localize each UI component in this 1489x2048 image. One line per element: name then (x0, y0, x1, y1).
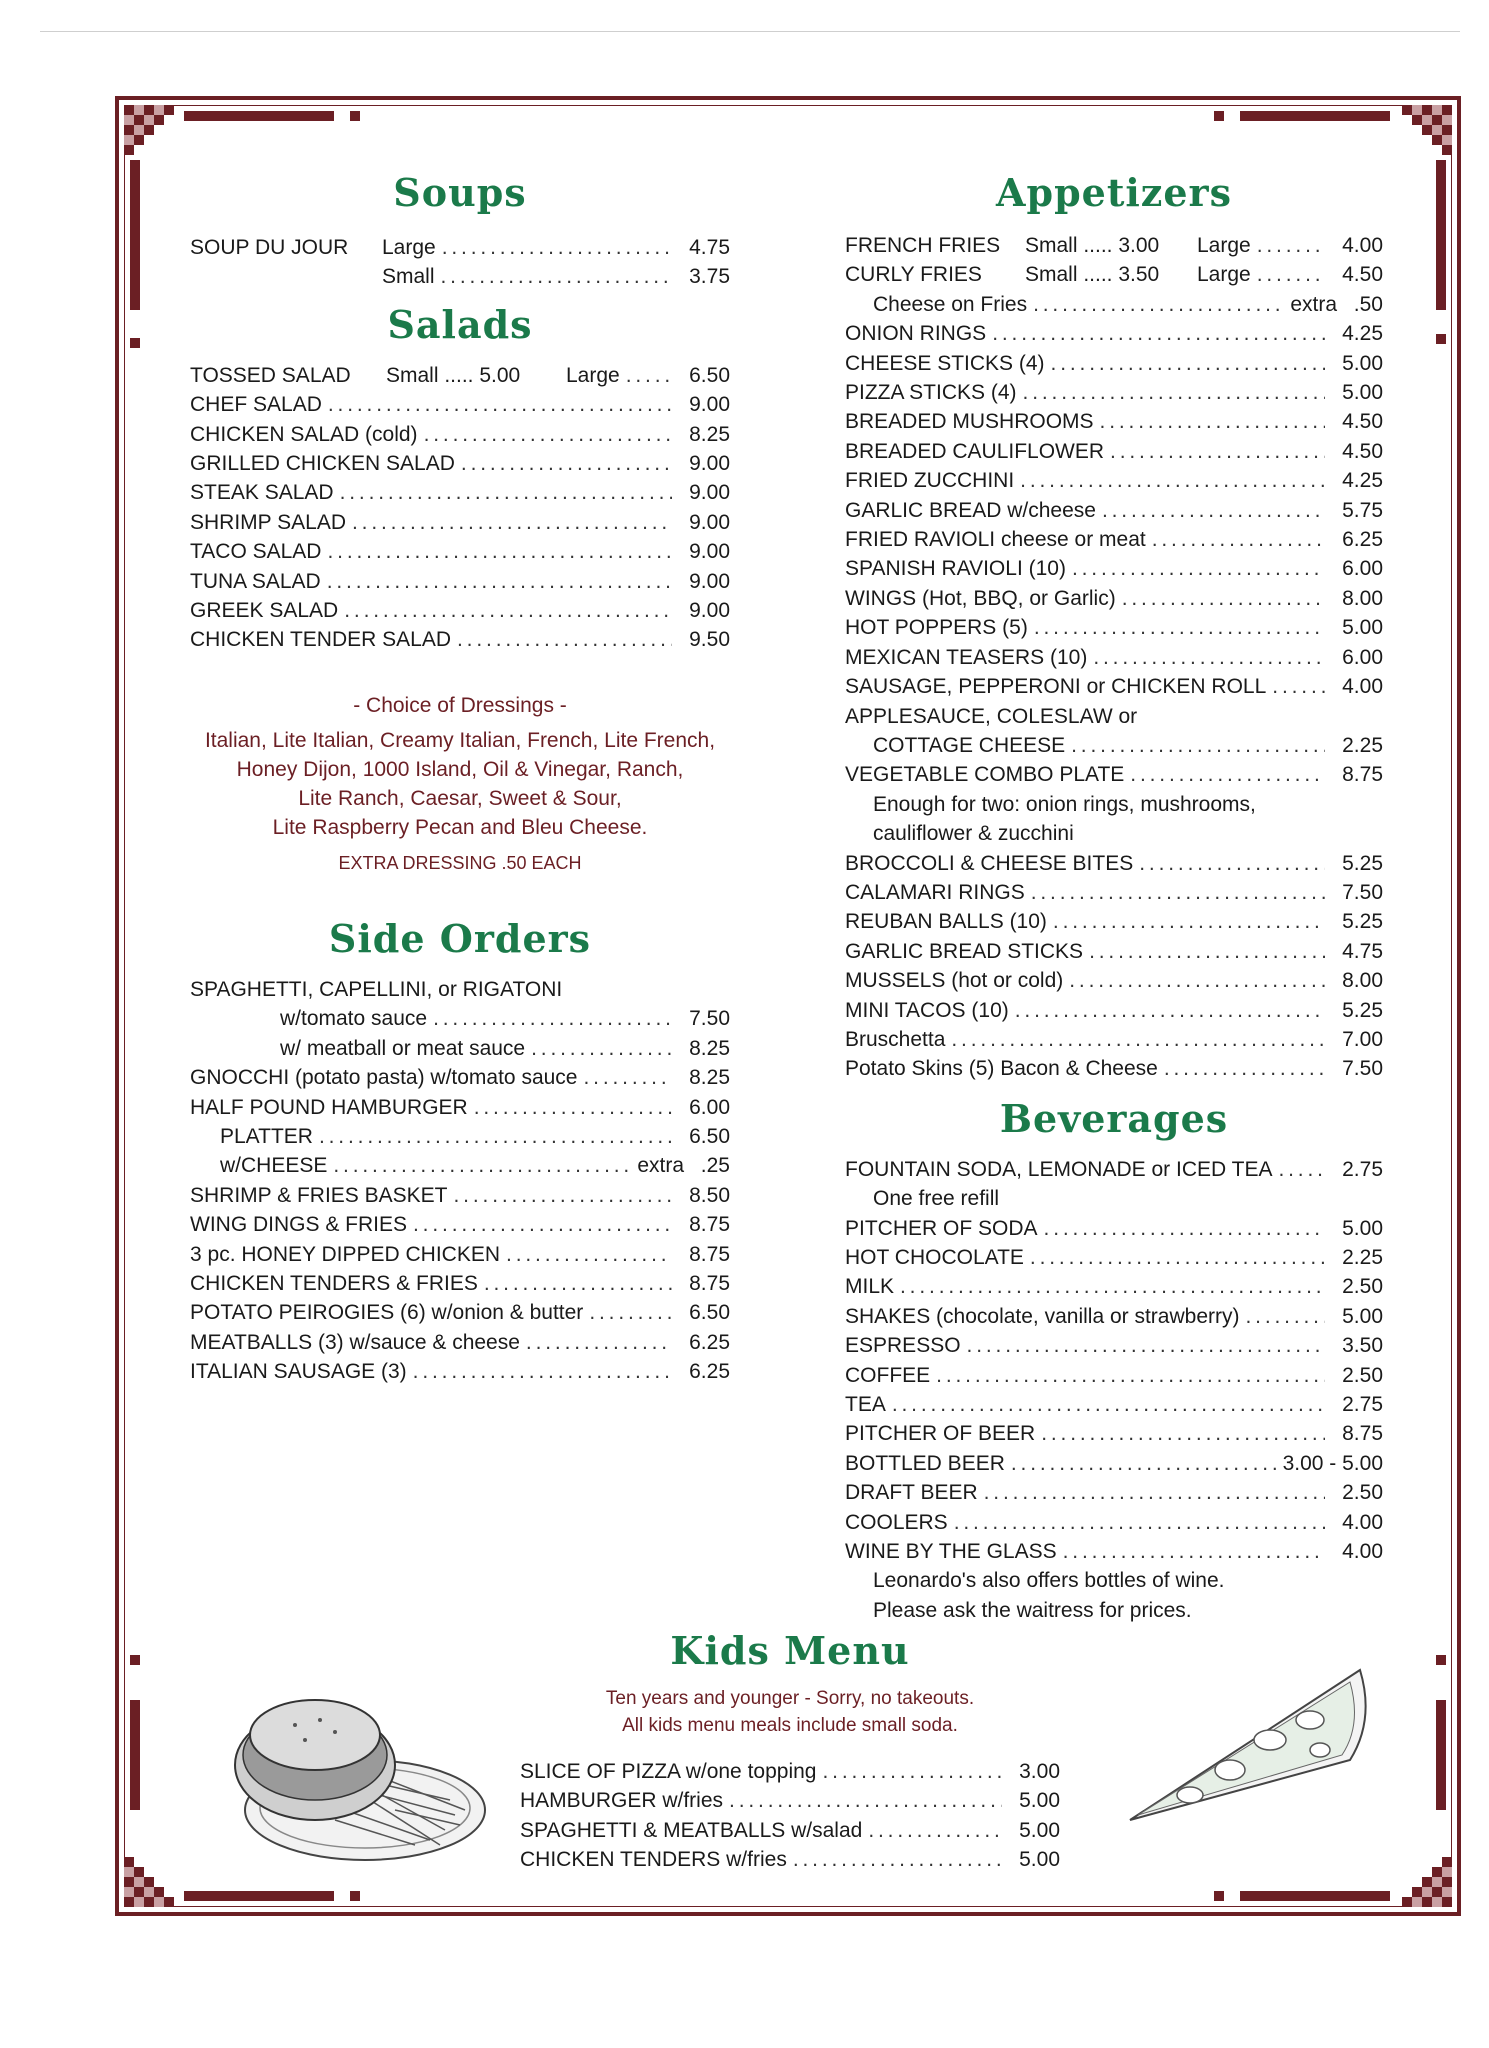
dressings-line-4: Lite Raspberry Pecan and Bleu Cheese. (272, 815, 648, 839)
menu-item-row (845, 1025, 1383, 1054)
item-price: 4.00 (1342, 675, 1383, 699)
item-name: HAMBURGER w/fries (520, 1789, 724, 1813)
menu-item-row (845, 1272, 1383, 1301)
item-price: 6.25 (1342, 528, 1383, 552)
curly-fries-row (845, 260, 1383, 289)
side-orders-heading: Side Orders (328, 915, 592, 961)
salads-list (190, 361, 730, 655)
kids-items (520, 1757, 1060, 1875)
item-name: CHEF SALAD (190, 393, 322, 417)
left-side-bar-bottom (130, 1700, 140, 1810)
left-side-square-bottom (130, 1655, 140, 1665)
cheese-fries-row (845, 290, 1383, 319)
pizza-slice-illustration (1120, 1660, 1380, 1840)
item-price: 2.25 (1342, 733, 1383, 757)
item-price: 8.25 (689, 1066, 730, 1090)
dressings-block (190, 691, 730, 876)
item-name: MEATBALLS (3) w/sauce & cheese (190, 1330, 520, 1354)
item-price: 6.00 (1342, 645, 1383, 669)
hamburger-icon (205, 1660, 495, 1870)
item-price: 2.50 (1342, 1275, 1383, 1299)
item-name: MEXICAN TEASERS (10) (845, 645, 1088, 669)
cheese-row (190, 1151, 730, 1180)
item-price: 9.00 (689, 599, 730, 623)
item-price: 7.50 (1342, 1057, 1383, 1081)
item-price: 4.50 (1342, 263, 1383, 287)
menu-item-row (845, 966, 1383, 995)
top-left-bar (184, 111, 334, 121)
menu-item-row (190, 1298, 730, 1327)
top-left-square (350, 111, 360, 121)
item-price: 5.25 (1342, 851, 1383, 875)
menu-item-row (845, 407, 1383, 436)
beverage-items (845, 1214, 1383, 1567)
menu-item-row (190, 625, 730, 654)
item-price: 6.50 (689, 1301, 730, 1325)
item-price: 9.00 (689, 481, 730, 505)
item-name: w/tomato sauce (280, 1007, 428, 1031)
item-name: Cheese on Fries (873, 292, 1028, 316)
salads-heading: Salads (387, 301, 533, 347)
item-name: BOTTLED BEER (845, 1451, 1005, 1475)
menu-item-row (845, 937, 1383, 966)
item-price: 5.00 (1342, 1304, 1383, 1328)
right-side-bar-bottom (1436, 1700, 1446, 1810)
item-price: 4.25 (1342, 469, 1383, 493)
menu-item-row (845, 1214, 1383, 1243)
soup-row-small (190, 262, 730, 291)
item-name: MILK (845, 1275, 895, 1299)
menu-item-row (190, 1240, 730, 1269)
item-name: COTTAGE CHEESE (873, 733, 1066, 757)
item-name: MUSSELS (hot or cold) (845, 969, 1064, 993)
item-name: SPANISH RAVIOLI (10) (845, 557, 1066, 581)
item-price: 8.25 (689, 1036, 730, 1060)
item-name: VEGETABLE COMBO PLATE (845, 763, 1125, 787)
small-price-text: Small ..... 3.00 (1025, 234, 1160, 257)
item-name: FRENCH FRIES (845, 234, 1001, 257)
menu-item-row (845, 1537, 1383, 1566)
item-price: 7.50 (689, 1007, 730, 1031)
menu-item-row (845, 584, 1383, 613)
veg-combo-row (845, 760, 1383, 789)
item-name: CHEESE STICKS (4) (845, 351, 1045, 375)
large-label: Large (1197, 234, 1251, 257)
item-price: 6.50 (689, 1124, 730, 1148)
menu-item-row (845, 849, 1383, 878)
item-name: WING DINGS & FRIES (190, 1213, 408, 1237)
menu-item-row (845, 996, 1383, 1025)
item-price: 4.00 (1342, 234, 1383, 257)
item-price: 7.50 (1342, 880, 1383, 904)
item-name: PIZZA STICKS (4) (845, 381, 1017, 405)
menu-item-row (520, 1816, 1060, 1845)
menu-item-row (190, 1269, 730, 1298)
item-name: ITALIAN SAUSAGE (3) (190, 1360, 407, 1384)
beverages-heading: Beverages (999, 1095, 1229, 1141)
item-price: 6.00 (689, 1095, 730, 1119)
dressings-line-1: Italian, Lite Italian, Creamy Italian, French, Lite French, (204, 728, 716, 752)
hamburger-fries-illustration (205, 1660, 495, 1870)
item-price: 8.50 (689, 1183, 730, 1207)
item-name: SHRIMP SALAD (190, 510, 346, 534)
refill-note: One free refill (873, 1187, 1000, 1211)
item-price: 6.25 (689, 1360, 730, 1384)
item-name: WINE BY THE GLASS (845, 1540, 1057, 1564)
item-name: GARLIC BREAD STICKS (845, 939, 1084, 963)
item-price: 2.75 (1342, 1157, 1383, 1181)
soups-list (190, 233, 730, 292)
item-name: Potato Skins (5) Bacon & Cheese (845, 1057, 1158, 1081)
left-side-square-top (130, 338, 140, 348)
menu-item-row (845, 349, 1383, 378)
large-label: Large (1197, 263, 1251, 287)
item-price: 3.50 (1342, 1334, 1383, 1358)
item-name: CURLY FRIES (845, 263, 982, 287)
pasta-items (190, 1004, 730, 1063)
item-price: 8.75 (1342, 1422, 1383, 1446)
item-price: 5.00 (1342, 381, 1383, 405)
menu-item-row (190, 537, 730, 566)
item-price: 4.50 (1342, 410, 1383, 434)
menu-item-row (845, 1302, 1383, 1331)
item-price: 8.00 (1342, 586, 1383, 610)
item-name: BREADED MUSHROOMS (845, 410, 1094, 434)
top-right-square (1214, 111, 1224, 121)
item-name: FOUNTAIN SODA, LEMONADE or ICED TEA (845, 1157, 1273, 1181)
menu-item-row (845, 437, 1383, 466)
item-name: GRILLED CHICKEN SALAD (190, 452, 455, 476)
appetizers-list (845, 231, 1383, 1084)
burger-row (190, 1093, 730, 1122)
menu-item-row (845, 878, 1383, 907)
item-price: 5.25 (1342, 910, 1383, 934)
right-side-bar-top (1436, 160, 1446, 310)
item-price: 8.75 (1342, 763, 1383, 787)
bottom-right-bar (1240, 1891, 1390, 1901)
item-price: 2.25 (1342, 1246, 1383, 1269)
item-name: PITCHER OF BEER (845, 1422, 1036, 1446)
veg-note-1: Enough for two: onion rings, mushrooms, (873, 792, 1256, 816)
salad-items (190, 390, 730, 655)
menu-item-row (845, 525, 1383, 554)
menu-item-row (190, 1328, 730, 1357)
item-name: ONION RINGS (845, 322, 987, 346)
left-column (190, 170, 730, 1387)
item-price: 4.50 (1342, 439, 1383, 463)
menu-item-row (190, 1210, 730, 1239)
tossed-salad-row (190, 361, 730, 390)
kids-sub-1: Ten years and younger - Sorry, no takeouts. (605, 1688, 975, 1709)
menu-item-row (845, 1419, 1383, 1448)
menu-item-row (190, 567, 730, 596)
item-name: COFFEE (845, 1363, 931, 1387)
item-name: GARLIC BREAD w/cheese (845, 498, 1096, 522)
menu-item-row (845, 1243, 1383, 1272)
item-price: 5.00 (1342, 351, 1383, 375)
item-price: 6.25 (689, 1330, 730, 1354)
menu-item-row (190, 1034, 730, 1063)
right-side-square-bottom (1436, 1655, 1446, 1665)
item-name: CHICKEN TENDERS w/fries (520, 1848, 787, 1872)
fountain-row (845, 1155, 1383, 1184)
item-price: 9.00 (689, 452, 730, 476)
item-name: 3 pc. HONEY DIPPED CHICKEN (190, 1242, 501, 1266)
soup-large-label: Large (382, 236, 436, 259)
extra-label: extra (637, 1154, 684, 1178)
soup-small-label: Small (382, 265, 435, 289)
menu-item-row (845, 907, 1383, 936)
item-price: 9.50 (689, 628, 730, 652)
item-name: w/CHEESE (220, 1154, 328, 1178)
page-top-rule (40, 31, 1460, 32)
item-name: w/ meatball or meat sauce (280, 1036, 526, 1060)
tossed-salad-name: TOSSED SALAD (190, 363, 351, 387)
menu-item-row (845, 1508, 1383, 1537)
item-name: TUNA SALAD (190, 569, 321, 593)
item-name: COOLERS (845, 1510, 948, 1534)
item-price: 3.00 - 5.00 (1282, 1451, 1383, 1475)
appetizer-items-a (845, 319, 1383, 701)
item-name: WINGS (Hot, BBQ, or Garlic) (845, 586, 1116, 610)
item-name: CHICKEN SALAD (cold) (190, 422, 418, 446)
soup-name: SOUP DU JOUR (190, 236, 349, 259)
item-price: 6.00 (1342, 557, 1383, 581)
soup-row-large (190, 233, 730, 262)
item-name: STEAK SALAD (190, 481, 334, 505)
cottage-row (845, 731, 1383, 760)
item-price: 4.25 (1342, 322, 1383, 346)
item-price: 4.75 (1342, 939, 1383, 963)
item-name: HOT CHOCOLATE (845, 1246, 1024, 1269)
platter-row (190, 1122, 730, 1151)
pasta-title: SPAGHETTI, CAPELLINI, or RIGATONI (190, 977, 563, 1001)
side-orders-list (190, 975, 730, 1387)
menu-item-row (845, 1478, 1383, 1507)
item-price: .50 (1353, 292, 1383, 316)
applesauce-title: APPLESAUCE, COLESLAW or (845, 704, 1138, 728)
item-price: 2.50 (1342, 1481, 1383, 1505)
item-price: 8.75 (689, 1242, 730, 1266)
top-right-bar (1240, 111, 1390, 121)
left-side-bar-top (130, 160, 140, 310)
menu-item-row (845, 554, 1383, 583)
item-name: HALF POUND HAMBURGER (190, 1095, 468, 1119)
item-name: SHRIMP & FRIES BASKET (190, 1183, 448, 1207)
menu-item-row (845, 1361, 1383, 1390)
item-price: 2.75 (1342, 1393, 1383, 1417)
item-price: 9.00 (689, 569, 730, 593)
menu-item-row (190, 596, 730, 625)
item-name: CHICKEN TENDER SALAD (190, 628, 452, 652)
menu-item-row (845, 1331, 1383, 1360)
item-price: 8.75 (689, 1271, 730, 1295)
dressings-title: - Choice of Dressings - (353, 693, 567, 717)
menu-item-row (190, 390, 730, 419)
item-name: SPAGHETTI & MEATBALLS w/salad (520, 1818, 863, 1842)
item-price: 5.00 (1342, 1216, 1383, 1240)
item-name: HOT POPPERS (5) (845, 616, 1028, 640)
menu-item-row (520, 1786, 1060, 1815)
soups-heading: Soups (393, 170, 527, 215)
item-price: 5.00 (1019, 1818, 1060, 1842)
tossed-salad-price: 6.50 (689, 363, 730, 387)
kids-heading: Kids Menu (670, 1628, 910, 1673)
menu-item-row (190, 1004, 730, 1033)
item-price: 5.00 (1019, 1789, 1060, 1813)
tossed-salad-small: Small ..... 5.00 (386, 363, 521, 387)
item-price: 5.00 (1342, 616, 1383, 640)
menu-item-row (845, 1054, 1383, 1083)
appetizers-heading: Appetizers (996, 170, 1232, 215)
item-price: 9.00 (689, 540, 730, 564)
menu-item-row (190, 449, 730, 478)
menu-item-row (190, 478, 730, 507)
dressings-line-3: Lite Ranch, Caesar, Sweet & Sour, (298, 786, 622, 810)
item-name: FRIED ZUCCHINI (845, 469, 1015, 493)
item-price: 8.25 (689, 422, 730, 446)
menu-item-row (190, 1181, 730, 1210)
menu-item-row (190, 508, 730, 537)
menu-item-row (845, 1390, 1383, 1419)
small-price-text: Small ..... 3.50 (1025, 263, 1160, 287)
beverages-list (845, 1155, 1383, 1626)
bottom-left-square (350, 1891, 360, 1901)
item-name: GREEK SALAD (190, 599, 339, 623)
tossed-salad-large-label: Large (566, 363, 620, 387)
kids-menu (520, 1628, 1060, 1875)
item-price: 9.00 (689, 510, 730, 534)
item-price: 8.00 (1342, 969, 1383, 993)
item-price: 4.00 (1342, 1510, 1383, 1534)
right-side-square-top (1436, 334, 1446, 344)
right-column (845, 170, 1383, 1625)
item-name: DRAFT BEER (845, 1481, 978, 1505)
item-price: 5.75 (1342, 498, 1383, 522)
menu-item-row (520, 1845, 1060, 1874)
menu-item-row (845, 496, 1383, 525)
item-name: FRIED RAVIOLI cheese or meat (845, 528, 1146, 552)
extra-label: extra (1290, 292, 1337, 316)
item-name: REUBAN BALLS (10) (845, 910, 1047, 934)
item-price: 9.00 (689, 393, 730, 417)
menu-item-row (845, 378, 1383, 407)
menu-item-row (845, 466, 1383, 495)
extra-dressing-note: EXTRA DRESSING .50 EACH (338, 852, 582, 873)
french-fries-row (845, 231, 1383, 260)
bottom-right-square (1214, 1891, 1224, 1901)
item-name: SAUSAGE, PEPPERONI or CHICKEN ROLL (845, 675, 1267, 699)
item-name: SHAKES (chocolate, vanilla or strawberry) (845, 1304, 1240, 1328)
gnocchi-row (190, 1063, 730, 1092)
veg-note-2: cauliflower & zucchini (873, 822, 1074, 846)
side-items (190, 1181, 730, 1387)
menu-item-row (190, 1357, 730, 1386)
item-name: CALAMARI RINGS (845, 880, 1025, 904)
soup-small-price: 3.75 (689, 265, 730, 289)
item-price: .25 (700, 1154, 730, 1178)
item-price: 4.00 (1342, 1540, 1383, 1564)
item-price: 7.00 (1342, 1027, 1383, 1051)
pizza-icon (1120, 1660, 1380, 1840)
menu-item-row (520, 1757, 1060, 1786)
dressings-line-2: Honey Dijon, 1000 Island, Oil & Vinegar, Ranch, (236, 757, 684, 781)
item-name: Bruschetta (845, 1027, 946, 1051)
bottom-left-bar (184, 1891, 334, 1901)
item-name: MINI TACOS (10) (845, 998, 1009, 1022)
item-name: TEA (845, 1393, 886, 1417)
item-name: BREADED CAULIFLOWER (845, 439, 1105, 463)
item-name: PITCHER OF SODA (845, 1216, 1038, 1240)
item-name: BROCCOLI & CHEESE BITES (845, 851, 1134, 875)
soup-large-price: 4.75 (689, 236, 730, 259)
wine-note-2: Please ask the waitress for prices. (873, 1598, 1192, 1622)
menu-item-row (845, 319, 1383, 348)
item-name: PLATTER (220, 1124, 313, 1148)
item-price: 5.00 (1019, 1848, 1060, 1872)
item-name: POTATO PEIROGIES (6) w/onion & butter (190, 1301, 584, 1325)
item-price: 8.75 (689, 1213, 730, 1237)
item-name: TACO SALAD (190, 540, 322, 564)
item-price: 5.25 (1342, 998, 1383, 1022)
menu-item-row (190, 420, 730, 449)
kids-sub-2: All kids menu meals include small soda. (622, 1715, 958, 1736)
menu-item-row (845, 1449, 1383, 1478)
item-name: SLICE OF PIZZA w/one topping (520, 1760, 817, 1783)
item-name: ESPRESSO (845, 1334, 961, 1358)
item-price: 3.00 (1019, 1760, 1060, 1783)
item-name: CHICKEN TENDERS & FRIES (190, 1271, 478, 1295)
wine-note-1: Leonardo's also offers bottles of wine. (873, 1569, 1225, 1593)
menu-item-row (845, 672, 1383, 701)
menu-item-row (845, 643, 1383, 672)
appetizer-items-b (845, 849, 1383, 1084)
menu-item-row (845, 613, 1383, 642)
item-price: 2.50 (1342, 1363, 1383, 1387)
item-name: GNOCCHI (potato pasta) w/tomato sauce (190, 1066, 578, 1090)
